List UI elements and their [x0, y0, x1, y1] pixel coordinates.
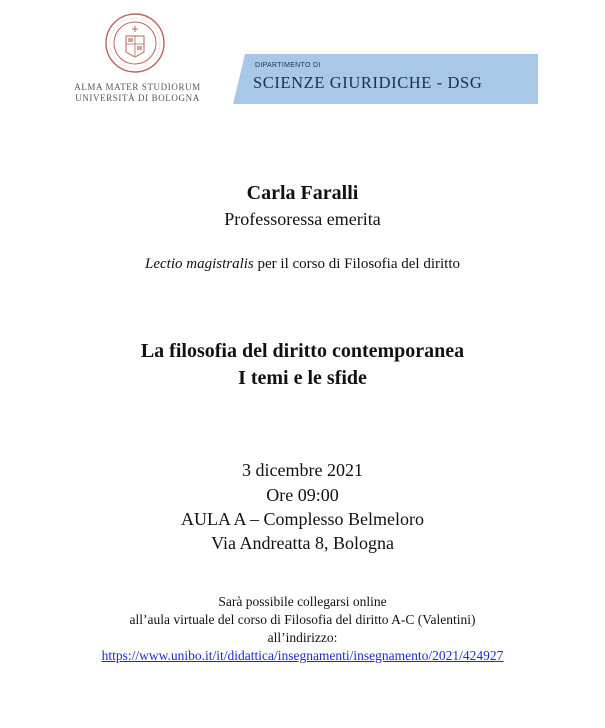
university-name-line2: UNIVERSITÀ DI BOLOGNA — [75, 93, 200, 103]
department-name: SCIENZE GIURIDICHE - DSG — [253, 73, 483, 92]
online-info-line3: all’indirizzo: — [267, 630, 338, 645]
event-address: Via Andreatta 8, Bologna — [211, 533, 394, 553]
lectio-rest: per il corso di Filosofia del diritto — [253, 256, 460, 272]
department-small-label: DIPARTIMENTO DI — [255, 62, 321, 69]
lectio-line — [0, 256, 605, 273]
online-course-link[interactable]: https://www.unibo.it/it/didattica/insegnamenti/insegnamento/2021/424927 — [101, 648, 504, 663]
lectio-italic: Lectio magistralis — [145, 256, 254, 272]
event-time: Ore 09:00 — [266, 485, 339, 505]
department-banner — [233, 54, 538, 104]
talk-title-line2: I temi e le sfide — [238, 367, 367, 389]
university-seal-icon — [104, 12, 166, 74]
online-info-line1: Sarà possibile collegarsi online — [218, 594, 387, 609]
speaker-title: Professoressa emerita — [224, 209, 381, 229]
speaker-name: Carla Faralli — [246, 182, 359, 204]
event-room: AULA A – Complesso Belmeloro — [181, 509, 424, 529]
event-date: 3 dicembre 2021 — [242, 460, 363, 480]
university-name-line1: ALMA MATER STUDIORUM — [74, 82, 201, 92]
university-logo — [70, 10, 205, 110]
talk-title-line1: La filosofia del diritto contemporanea — [140, 340, 465, 362]
online-info-line2: all’aula virtuale del corso di Filosofia del diritto A-C (Valentini) — [129, 612, 476, 627]
